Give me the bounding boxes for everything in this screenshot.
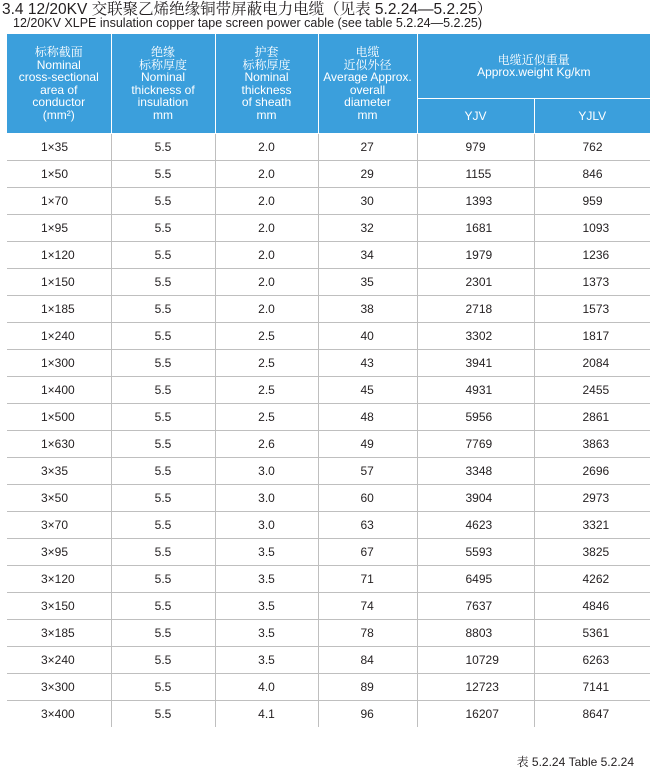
- cell-insulation-thickness: 5.5: [111, 458, 215, 485]
- cell-sheath-thickness: 2.0: [215, 296, 318, 323]
- cell-insulation-thickness: 5.5: [111, 161, 215, 188]
- cell-weight-yjlv: 3825: [534, 539, 650, 566]
- cell-insulation-thickness: 5.5: [111, 134, 215, 161]
- cell-sheath-thickness: 2.5: [215, 323, 318, 350]
- table-row: [7, 593, 650, 620]
- table-row: [7, 701, 650, 728]
- cell-weight-yjv: 2718: [417, 296, 534, 323]
- cell-weight-yjv: 4931: [417, 377, 534, 404]
- cell-conductor-area: 1×400: [7, 377, 111, 404]
- cell-sheath-thickness: 3.5: [215, 620, 318, 647]
- cell-overall-diameter: 60: [318, 485, 417, 512]
- table-row: [7, 512, 650, 539]
- cell-conductor-area: 1×95: [7, 215, 111, 242]
- cell-weight-yjlv: 3321: [534, 512, 650, 539]
- cell-insulation-thickness: 5.5: [111, 674, 215, 701]
- cell-weight-yjv: 7637: [417, 593, 534, 620]
- cell-overall-diameter: 38: [318, 296, 417, 323]
- cell-conductor-area: 3×185: [7, 620, 111, 647]
- header-yjv: YJV: [417, 99, 534, 134]
- cell-overall-diameter: 30: [318, 188, 417, 215]
- cell-insulation-thickness: 5.5: [111, 188, 215, 215]
- cell-conductor-area: 3×50: [7, 485, 111, 512]
- cell-insulation-thickness: 5.5: [111, 296, 215, 323]
- cell-sheath-thickness: 3.5: [215, 647, 318, 674]
- table-row: [7, 296, 650, 323]
- table-row: [7, 674, 650, 701]
- cell-weight-yjlv: 2973: [534, 485, 650, 512]
- cell-conductor-area: 3×240: [7, 647, 111, 674]
- cell-weight-yjlv: 2861: [534, 404, 650, 431]
- table-row: [7, 539, 650, 566]
- cell-insulation-thickness: 5.5: [111, 242, 215, 269]
- page-subtitle: 12/20KV XLPE insulation copper tape screen power cable (see table 5.2.24—5.2.25): [13, 16, 483, 30]
- cell-weight-yjlv: 2455: [534, 377, 650, 404]
- cell-sheath-thickness: 2.0: [215, 161, 318, 188]
- cell-insulation-thickness: 5.5: [111, 323, 215, 350]
- cell-insulation-thickness: 5.5: [111, 620, 215, 647]
- cell-weight-yjv: 4623: [417, 512, 534, 539]
- cell-conductor-area: 1×150: [7, 269, 111, 296]
- cell-sheath-thickness: 3.5: [215, 593, 318, 620]
- cell-conductor-area: 3×400: [7, 701, 111, 728]
- cell-conductor-area: 1×300: [7, 350, 111, 377]
- cell-overall-diameter: 48: [318, 404, 417, 431]
- cell-conductor-area: 1×240: [7, 323, 111, 350]
- cell-insulation-thickness: 5.5: [111, 701, 215, 728]
- cell-weight-yjlv: 2084: [534, 350, 650, 377]
- cell-insulation-thickness: 5.5: [111, 539, 215, 566]
- cell-weight-yjlv: 1373: [534, 269, 650, 296]
- cell-overall-diameter: 67: [318, 539, 417, 566]
- cell-sheath-thickness: 2.0: [215, 242, 318, 269]
- cell-weight-yjv: 3302: [417, 323, 534, 350]
- page-title: 3.4 12/20KV 交联聚乙烯绝缘铜带屏蔽电力电缆（见表 5.2.24—5.2.25）: [2, 1, 493, 18]
- cell-conductor-area: 3×70: [7, 512, 111, 539]
- cell-weight-yjlv: 762: [534, 134, 650, 161]
- header-insulation-thickness: 绝缘 标称厚度 Nominal thickness of insulation mm: [111, 34, 215, 134]
- header-overall-diameter: 电缆 近似外径 Average Approx. overall diameter mm: [318, 34, 417, 134]
- table-row: [7, 458, 650, 485]
- cell-sheath-thickness: 3.0: [215, 485, 318, 512]
- table-row: [7, 566, 650, 593]
- header-sheath-thickness: 护套 标称厚度 Nominal thickness of sheath mm: [215, 34, 318, 134]
- cell-overall-diameter: 96: [318, 701, 417, 728]
- cell-sheath-thickness: 2.0: [215, 188, 318, 215]
- cell-sheath-thickness: 3.5: [215, 566, 318, 593]
- cell-overall-diameter: 35: [318, 269, 417, 296]
- table-row: [7, 350, 650, 377]
- cell-weight-yjv: 3348: [417, 458, 534, 485]
- cell-overall-diameter: 57: [318, 458, 417, 485]
- table-row: [7, 620, 650, 647]
- cell-weight-yjlv: 6263: [534, 647, 650, 674]
- cell-sheath-thickness: 2.6: [215, 431, 318, 458]
- cell-weight-yjlv: 8647: [582, 707, 610, 721]
- cell-insulation-thickness: 5.5: [111, 431, 215, 458]
- header-approx-weight: 电缆近似重量 Approx.weight Kg/km: [417, 34, 650, 99]
- table-row: [7, 269, 650, 296]
- cell-insulation-thickness: 5.5: [111, 512, 215, 539]
- cell-overall-diameter: 84: [318, 647, 417, 674]
- cell-sheath-thickness: 3.0: [215, 458, 318, 485]
- cell-weight-yjlv: 1236: [534, 242, 650, 269]
- cell-insulation-thickness: 5.5: [111, 215, 215, 242]
- cell-weight-yjv: 16207: [417, 701, 534, 728]
- cell-weight-yjv: 1393: [417, 188, 534, 215]
- cell-weight-yjv: 1155: [417, 161, 534, 188]
- cell-sheath-thickness: 2.0: [215, 269, 318, 296]
- cell-overall-diameter: 43: [318, 350, 417, 377]
- cell-weight-yjv: 979: [417, 134, 534, 161]
- cell-overall-diameter: 40: [318, 323, 417, 350]
- cell-weight-yjlv: 1093: [534, 215, 650, 242]
- cell-weight-yjlv: 3863: [534, 431, 650, 458]
- cell-sheath-thickness: 2.0: [215, 215, 318, 242]
- cell-conductor-area: 1×185: [7, 296, 111, 323]
- cell-weight-yjlv: 1573: [534, 296, 650, 323]
- cell-insulation-thickness: 5.5: [111, 404, 215, 431]
- cell-weight-yjv: 5593: [417, 539, 534, 566]
- cell-conductor-area: 3×150: [7, 593, 111, 620]
- cell-insulation-thickness: 5.5: [111, 377, 215, 404]
- cell-conductor-area: 1×50: [7, 161, 111, 188]
- table-row: [7, 431, 650, 458]
- cell-overall-diameter: 63: [318, 512, 417, 539]
- table-row: [7, 215, 650, 242]
- cell-overall-diameter: 74: [318, 593, 417, 620]
- header-yjlv: YJLV: [534, 99, 650, 134]
- cell-weight-yjv: 12723: [417, 674, 534, 701]
- cell-conductor-area: 3×95: [7, 539, 111, 566]
- cell-overall-diameter: 49: [318, 431, 417, 458]
- cell-overall-diameter: 29: [318, 161, 417, 188]
- table-row: [7, 485, 650, 512]
- cell-weight-yjv: 1979: [417, 242, 534, 269]
- cell-overall-diameter: 71: [318, 566, 417, 593]
- cell-weight-yjv: 7769: [417, 431, 534, 458]
- cell-weight-yjlv: 4846: [534, 593, 650, 620]
- cell-conductor-area: 3×300: [7, 674, 111, 701]
- table-row: [7, 161, 650, 188]
- cell-conductor-area: 1×630: [7, 431, 111, 458]
- cell-overall-diameter: 78: [318, 620, 417, 647]
- cell-weight-yjv: 8803: [417, 620, 534, 647]
- cell-sheath-thickness: 4.1: [215, 701, 318, 728]
- cell-weight-yjv: 3904: [417, 485, 534, 512]
- cell-weight-yjlv: 5361: [534, 620, 650, 647]
- cell-insulation-thickness: 5.5: [111, 269, 215, 296]
- cell-conductor-area: 1×70: [7, 188, 111, 215]
- cell-insulation-thickness: 5.5: [111, 350, 215, 377]
- cell-sheath-thickness: 2.0: [215, 134, 318, 161]
- cell-conductor-area: 1×500: [7, 404, 111, 431]
- cell-weight-yjlv: 1817: [534, 323, 650, 350]
- cell-sheath-thickness: 3.0: [215, 512, 318, 539]
- cell-sheath-thickness: 2.5: [215, 350, 318, 377]
- table-row: [7, 188, 650, 215]
- cell-conductor-area: 3×120: [7, 566, 111, 593]
- cell-sheath-thickness: 2.5: [215, 377, 318, 404]
- cell-conductor-area: 1×120: [7, 242, 111, 269]
- table-row: [7, 404, 650, 431]
- table-row: [7, 323, 650, 350]
- cell-weight-yjlv: 7141: [534, 674, 650, 701]
- cell-weight-yjv: 2301: [417, 269, 534, 296]
- cell-overall-diameter: 89: [318, 674, 417, 701]
- cell-overall-diameter: 32: [318, 215, 417, 242]
- cell-weight-yjv: 10729: [417, 647, 534, 674]
- cell-weight-yjlv: 4262: [534, 566, 650, 593]
- header-conductor-area: 标称截面 Nominal cross-sectional area of conductor (mm²): [7, 34, 111, 134]
- cell-weight-yjv: 1681: [417, 215, 534, 242]
- cell-overall-diameter: 34: [318, 242, 417, 269]
- table-row: [7, 242, 650, 269]
- cell-sheath-thickness: 2.5: [215, 404, 318, 431]
- cell-insulation-thickness: 5.5: [111, 593, 215, 620]
- cell-insulation-thickness: 5.5: [111, 647, 215, 674]
- cell-weight-yjv: 5956: [417, 404, 534, 431]
- table-row: [7, 377, 650, 404]
- cell-weight-yjlv: 846: [534, 161, 650, 188]
- cell-weight-yjlv: 2696: [534, 458, 650, 485]
- table-row: [7, 134, 650, 161]
- cell-weight-yjv: 3941: [417, 350, 534, 377]
- cable-spec-table: [7, 34, 650, 727]
- table-row: [7, 647, 650, 674]
- cell-insulation-thickness: 5.5: [111, 566, 215, 593]
- cell-conductor-area: 1×35: [7, 134, 111, 161]
- cell-sheath-thickness: 4.0: [215, 674, 318, 701]
- cell-weight-yjlv: 959: [534, 188, 650, 215]
- cell-sheath-thickness: 3.5: [215, 539, 318, 566]
- cell-overall-diameter: 27: [318, 134, 417, 161]
- table-header: [7, 34, 650, 134]
- cell-overall-diameter: 45: [318, 377, 417, 404]
- table-body: [7, 134, 650, 728]
- table-caption: 表 5.2.24 Table 5.2.24: [516, 755, 634, 769]
- cell-insulation-thickness: 5.5: [111, 485, 215, 512]
- cell-weight-yjv: 6495: [417, 566, 534, 593]
- cell-conductor-area: 3×35: [7, 458, 111, 485]
